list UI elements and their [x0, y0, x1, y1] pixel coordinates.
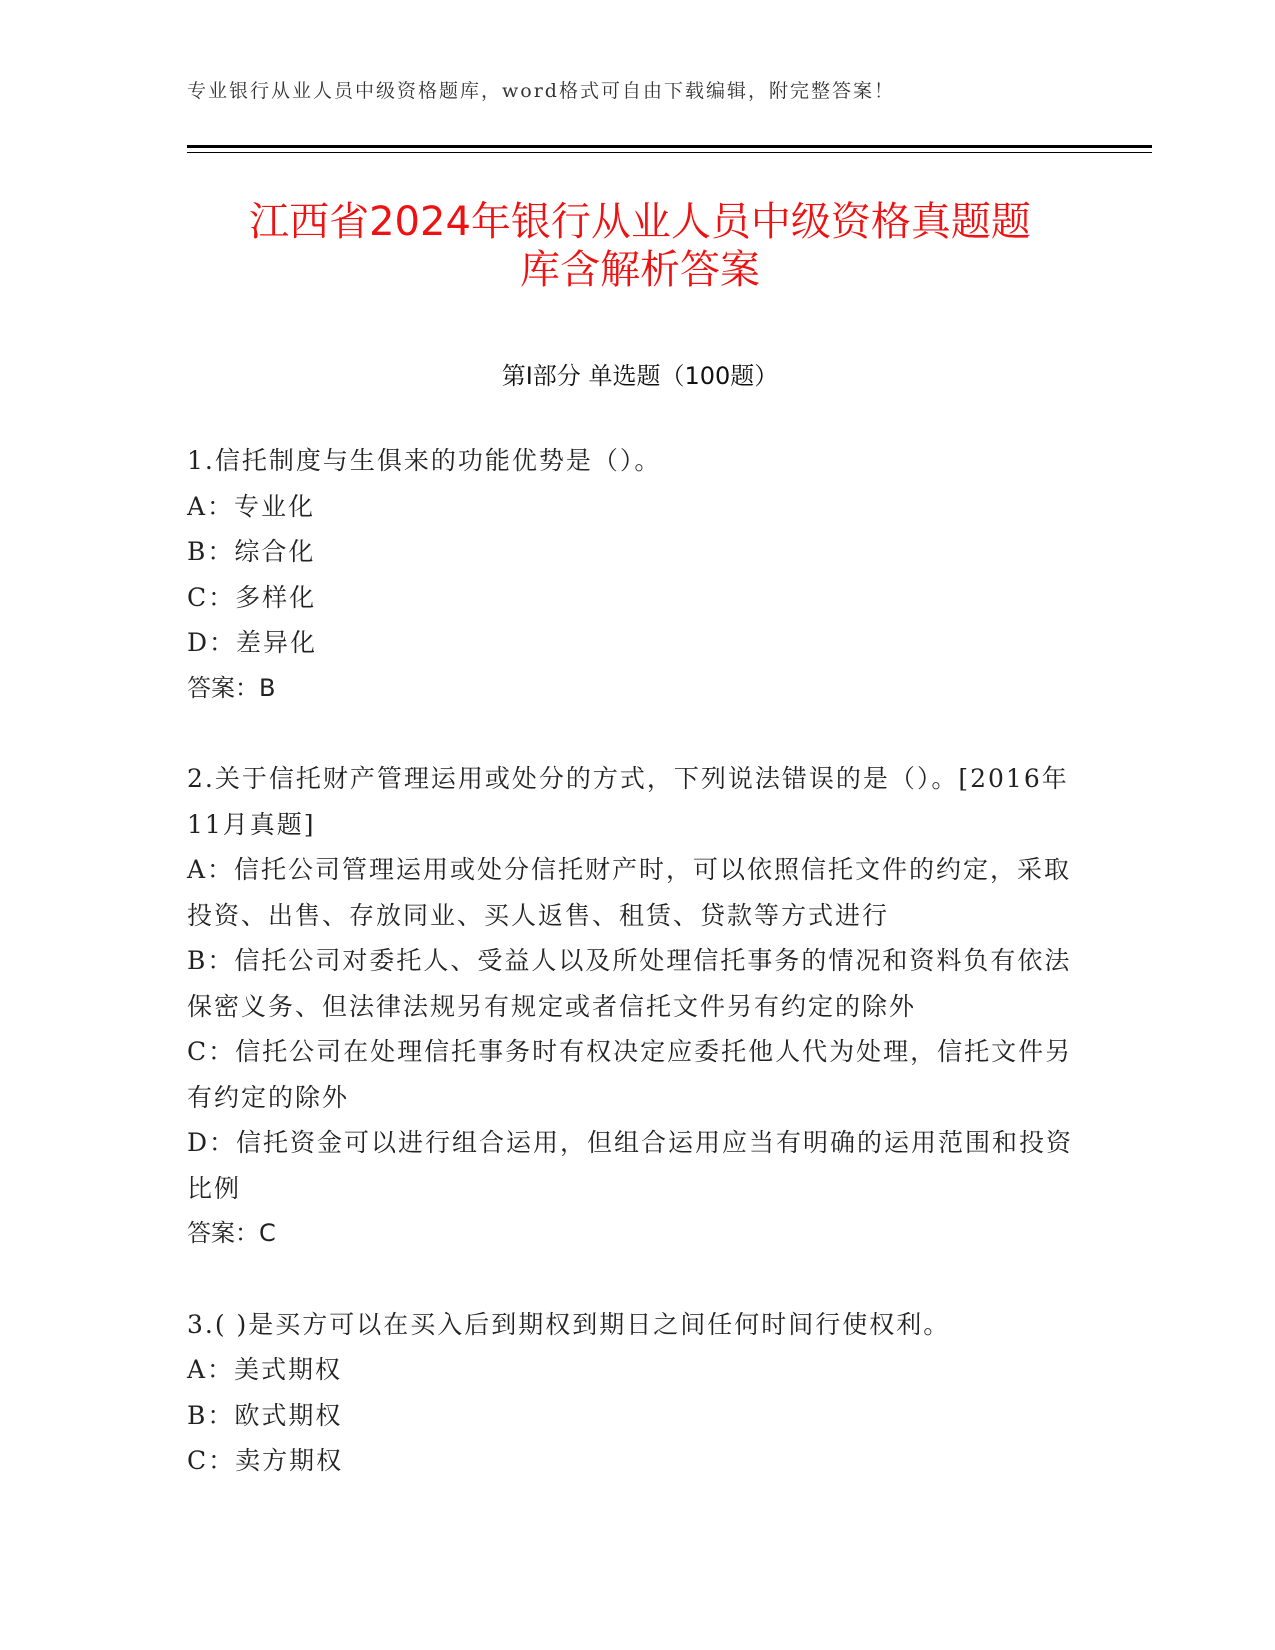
question-stem: 3.( )是买方可以在买入后到期权到期日之间任何时间行使权利。 — [187, 1309, 951, 1339]
header-rule-thin — [187, 152, 1152, 153]
option-a: A：信托公司管理运用或处分信托财产时，可以依照信托文件的约定，采取投资、出售、存放同业、买人返售、租赁、贷款等方式进行 — [187, 855, 1072, 930]
option-d: D：信托资金可以进行组合运用，但组合运用应当有明确的运用范围和投资比例 — [187, 1128, 1074, 1203]
document-title — [160, 198, 1120, 294]
section-heading: 第Ⅰ部分 单选题（100题） — [501, 362, 779, 390]
option-b: B：欧式期权 — [187, 1400, 343, 1430]
page-header-note: 专业银行从业人员中级资格题库，word格式可自由下载编辑，附完整答案！ — [187, 80, 895, 102]
option-b: B：综合化 — [187, 537, 316, 566]
option-d: D：差异化 — [187, 628, 318, 657]
question-2 — [187, 756, 1087, 1257]
answer-line: 答案：C — [187, 1219, 276, 1247]
option-c: C：卖方期权 — [187, 1446, 344, 1475]
question-stem: 1.信托制度与生俱来的功能优势是（）。 — [187, 446, 662, 475]
document-title-line-1: 江西省2024年银行从业人员中级资格真题题 — [249, 199, 1031, 245]
question-list — [187, 438, 1087, 1529]
answer-line: 答案：B — [187, 673, 276, 702]
question-3 — [187, 1302, 1087, 1484]
option-b: B：信托公司对委托人、受益人以及所处理信托事务的情况和资料负有依法保密义务、但法律法规另有规定或者信托文件另有约定的除外 — [187, 946, 1072, 1021]
option-c: C：信托公司在处理信托事务时有权决定应委托他人代为处理，信托文件另有约定的除外 — [187, 1037, 1073, 1112]
question-stem: 2.关于信托财产管理运用或处分的方式，下列说法错误的是（）。[2016年11月真题] — [187, 764, 1069, 839]
option-a: A：专业化 — [187, 491, 316, 521]
question-1 — [187, 438, 1087, 711]
document-title-line-2: 库含解析答案 — [520, 247, 760, 293]
option-c: C：多样化 — [187, 582, 317, 612]
option-a: A：美式期权 — [187, 1355, 343, 1384]
header-rule-thick — [187, 145, 1152, 148]
